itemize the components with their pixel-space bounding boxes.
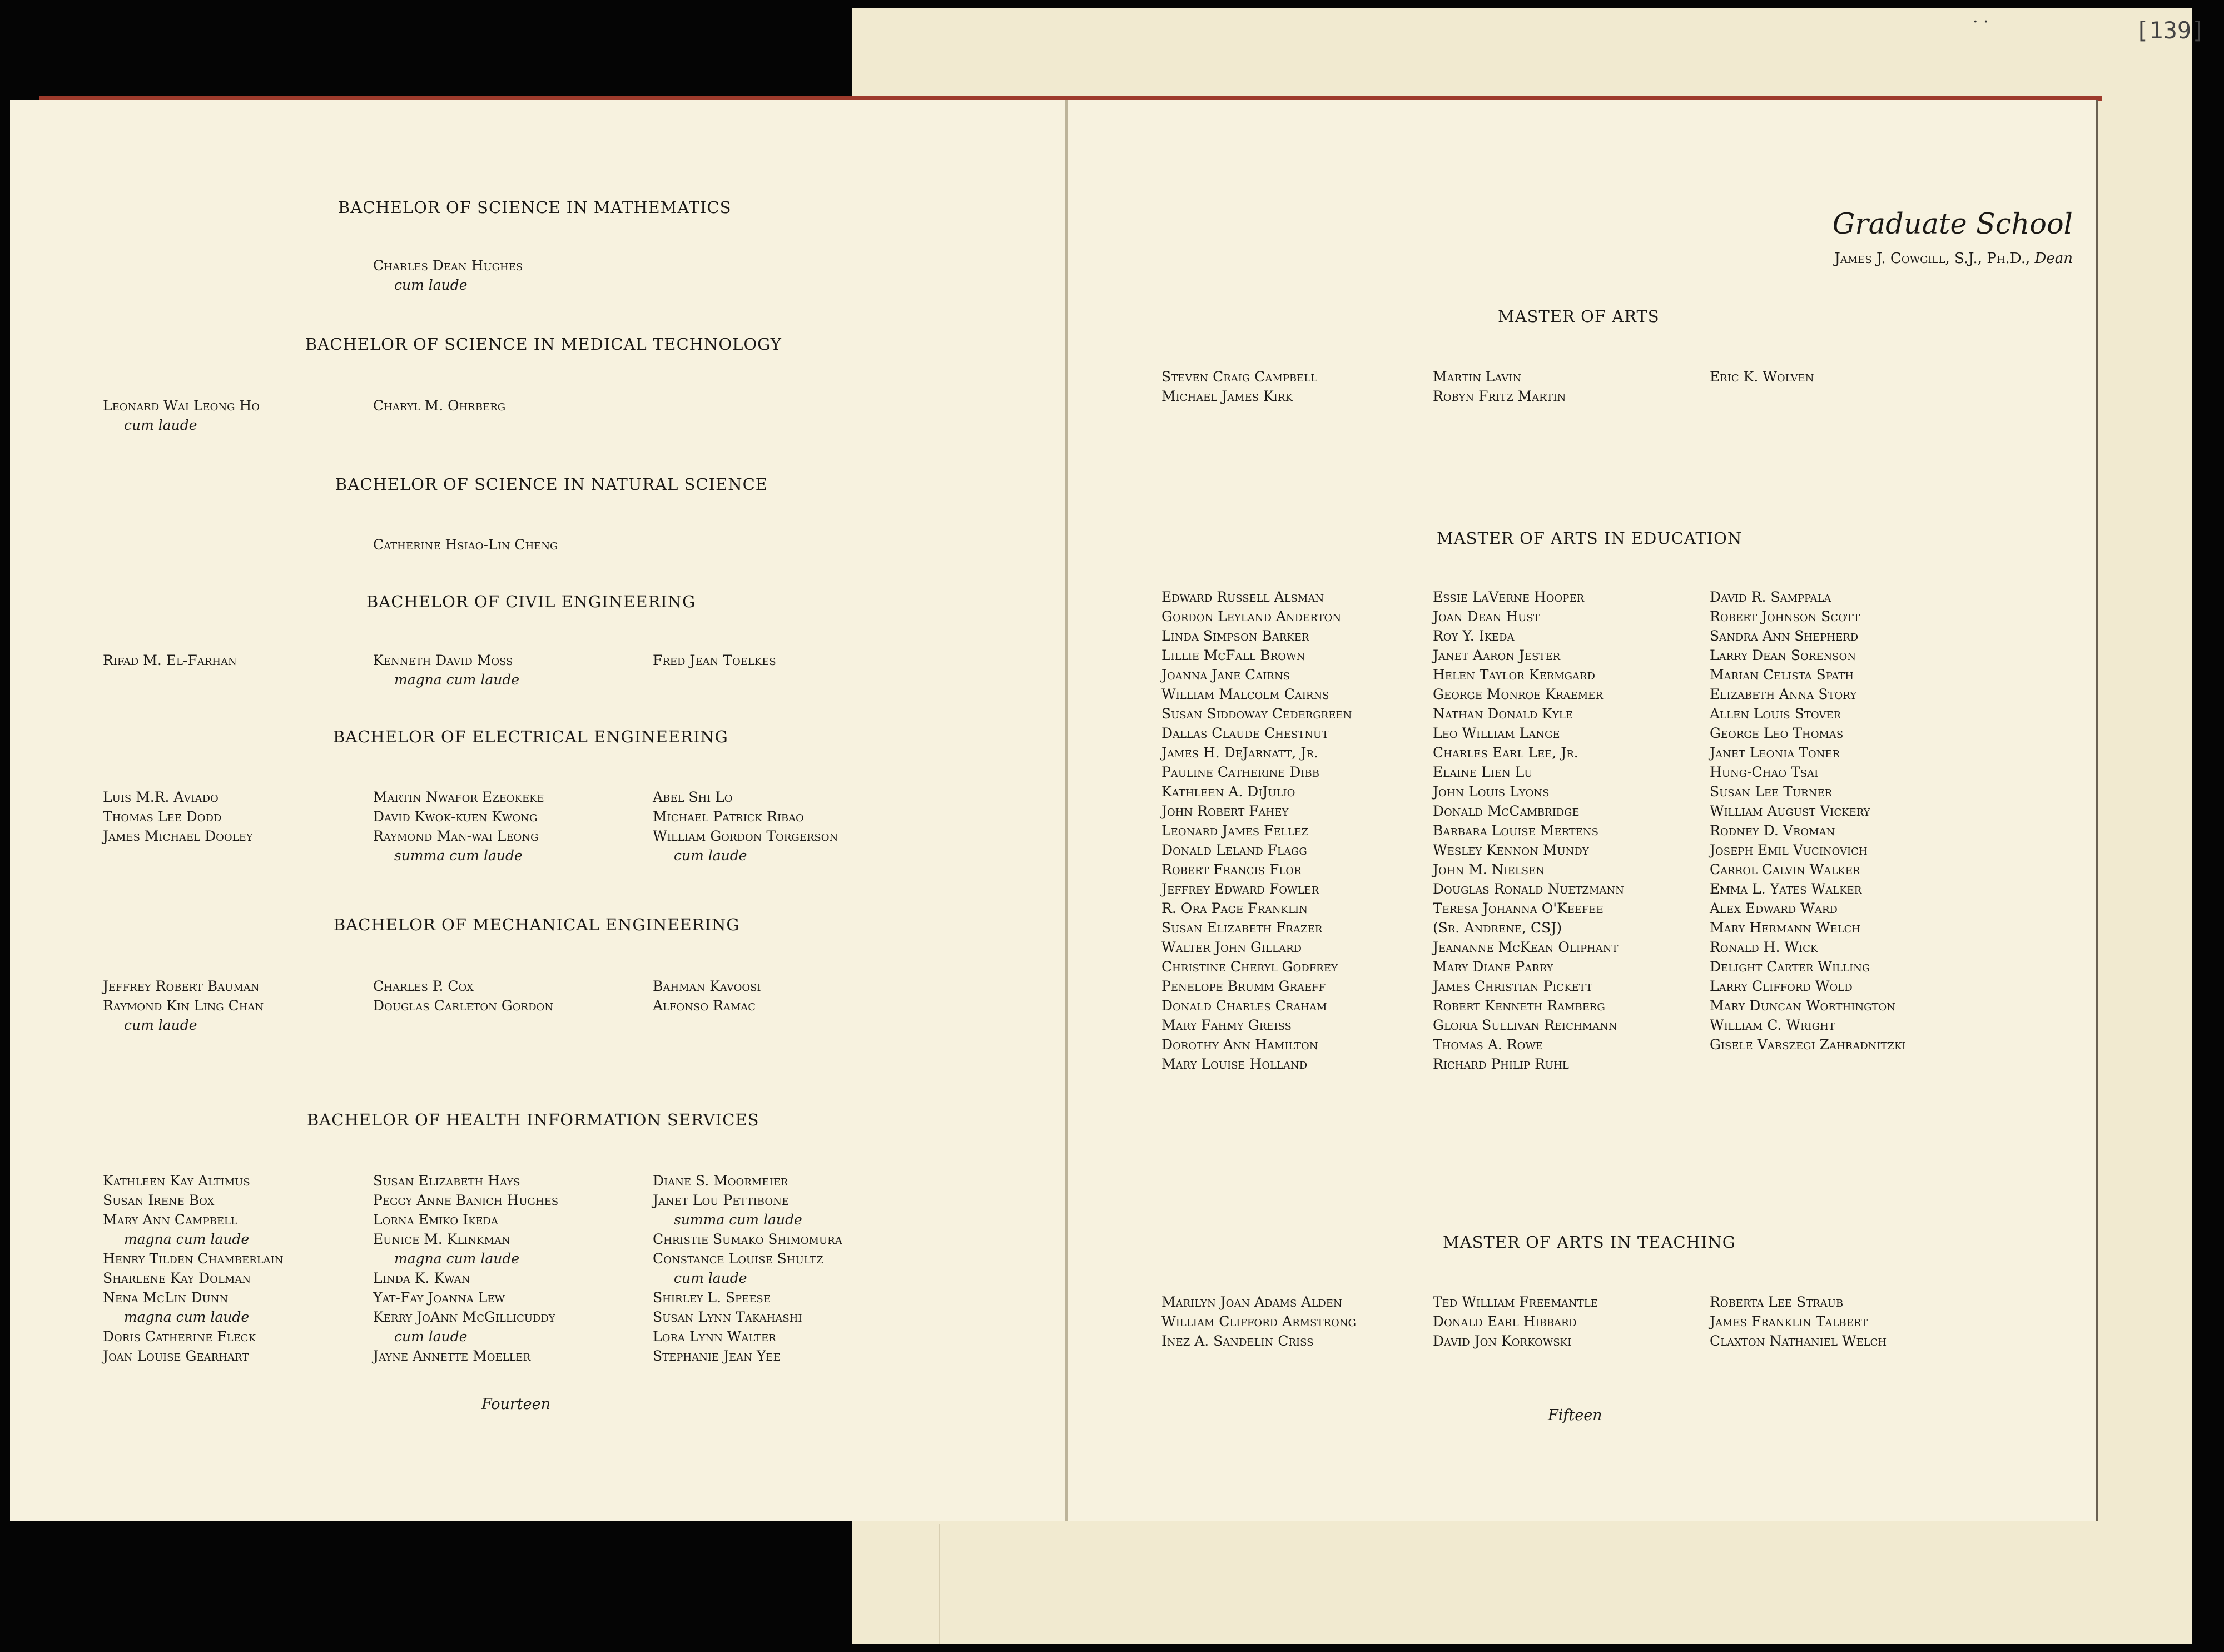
graduate-name: Charles Earl Lee, Jr.	[1433, 745, 1578, 761]
graduate-name: Kerry JoAnn McGillicuddy	[373, 1309, 555, 1325]
graduate-name: William C. Wright	[1710, 1017, 1835, 1033]
graduate-name: William Gordon Torgerson	[653, 828, 838, 844]
graduate-name: Allen Louis Stover	[1710, 706, 1841, 722]
graduate-name: Bahman Kavoosi	[653, 978, 761, 994]
graduate-name: Jayne Annette Moeller	[373, 1348, 531, 1364]
graduate-name: Eunice M. Klinkman	[373, 1231, 510, 1247]
graduate-name: Susan Siddoway Cedergreen	[1161, 706, 1352, 722]
honor-note: cum laude	[124, 417, 197, 433]
graduate-name: R. Ora Page Franklin	[1161, 900, 1308, 916]
honor-note: magna cum laude	[394, 1251, 520, 1267]
graduate-name: Susan Irene Box	[103, 1192, 215, 1208]
graduate-name: Wesley Kennon Mundy	[1433, 842, 1589, 858]
left-section-heading-7: BACHELOR OF HEALTH INFORMATION SERVICES	[307, 1110, 759, 1129]
graduate-name: Carrol Calvin Walker	[1710, 861, 1860, 877]
graduate-name: Penelope Brumm Graeff	[1161, 978, 1326, 994]
graduate-name: Dallas Claude Chestnut	[1161, 725, 1329, 741]
graduate-name: Diane S. Moormeier	[653, 1173, 788, 1189]
dean-title: Dean	[2034, 250, 2073, 267]
graduate-name: Charyl M. Ohrberg	[373, 398, 506, 414]
honor-note: magna cum laude	[394, 672, 520, 688]
graduate-name: John M. Nielsen	[1433, 861, 1545, 877]
graduate-name: Roy Y. Ikeda	[1433, 628, 1515, 644]
left-section-heading-2: BACHELOR OF SCIENCE IN MEDICAL TECHNOLOGY	[305, 335, 782, 354]
graduate-name: (Sr. Andrene, CSJ)	[1433, 920, 1562, 936]
graduate-name: Susan Lynn Takahashi	[653, 1309, 802, 1325]
honor-note: cum laude	[394, 1328, 468, 1345]
archive-number: [139]	[2135, 17, 2206, 44]
dean-line	[1834, 250, 2073, 267]
graduate-name: Catherine Hsiao-Lin Cheng	[373, 537, 558, 553]
left-section-5-column-3	[653, 787, 838, 865]
graduate-name: Thomas A. Rowe	[1433, 1036, 1543, 1053]
left-section-7-column-1	[103, 1171, 284, 1366]
left-section-heading-3: BACHELOR OF SCIENCE IN NATURAL SCIENCE	[335, 475, 768, 494]
right-page	[1068, 100, 2098, 1521]
graduate-name: Susan Lee Turner	[1710, 783, 1832, 800]
left-section-7-column-3	[653, 1171, 842, 1366]
graduate-name: Steven Craig Campbell	[1161, 369, 1318, 385]
school-title: Graduate School	[1832, 208, 2073, 241]
graduate-name: William Clifford Armstrong	[1161, 1313, 1356, 1329]
left-section-heading-6: BACHELOR OF MECHANICAL ENGINEERING	[334, 915, 740, 934]
page-folio-left: Fourteen	[481, 1396, 551, 1413]
left-section-heading-5: BACHELOR OF ELECTRICAL ENGINEERING	[333, 727, 728, 746]
right-section-2-column-3	[1710, 587, 1906, 1054]
graduate-name: Stephanie Jean Yee	[653, 1348, 781, 1364]
graduate-name: Dorothy Ann Hamilton	[1161, 1036, 1318, 1053]
right-section-3-column-1	[1161, 1292, 1356, 1351]
left-page	[10, 100, 1065, 1521]
honor-note: summa cum laude	[674, 1212, 802, 1228]
graduate-name: Lorna Emiko Ikeda	[373, 1212, 498, 1228]
left-section-4-column-2	[373, 651, 519, 689]
graduate-name: Abel Shi Lo	[653, 789, 733, 805]
graduate-name: Delight Carter Willing	[1710, 959, 1870, 975]
graduate-name: Gisele Varszegi Zahradnitzki	[1710, 1036, 1906, 1053]
graduate-name: Gloria Sullivan Reichmann	[1433, 1017, 1617, 1033]
graduate-name: Yat-Fay Joanna Lew	[373, 1289, 505, 1306]
graduate-name: Robert Kenneth Ramberg	[1433, 998, 1605, 1014]
graduate-name: Susan Elizabeth Hays	[373, 1173, 520, 1189]
right-section-3-column-3	[1710, 1292, 1887, 1351]
graduate-name: Linda K. Kwan	[373, 1270, 470, 1286]
graduate-name: Mary Diane Parry	[1433, 959, 1553, 975]
graduate-name: Janet Lou Pettibone	[653, 1192, 789, 1208]
graduate-name: Inez A. Sandelin Criss	[1161, 1333, 1314, 1349]
graduate-name: Robert Johnson Scott	[1710, 608, 1860, 624]
left-section-2-column-1	[103, 396, 260, 435]
left-section-2-column-2	[373, 396, 505, 415]
right-section-2-column-1	[1161, 587, 1352, 1074]
graduate-name: Peggy Anne Banich Hughes	[373, 1192, 559, 1208]
graduate-name: Joseph Emil Vucinovich	[1710, 842, 1868, 858]
graduate-name: Larry Clifford Wold	[1710, 978, 1853, 994]
graduate-name: Nena McLin Dunn	[103, 1289, 229, 1306]
graduate-name: Pauline Catherine Dibb	[1161, 764, 1319, 780]
page-folio-right: Fifteen	[1548, 1407, 1602, 1424]
right-section-heading-3: MASTER OF ARTS IN TEACHING	[1443, 1233, 1736, 1252]
dean-name: James J. Cowgill, S.J., Ph.D.,	[1834, 250, 2031, 267]
left-section-4-column-3	[653, 651, 776, 670]
graduate-name: Michael James Kirk	[1161, 388, 1293, 404]
graduate-name: Raymond Kin Ling Chan	[103, 998, 264, 1014]
graduate-name: Mary Louise Holland	[1161, 1056, 1308, 1072]
graduate-name: Luis M.R. Aviado	[103, 789, 219, 805]
graduate-name: Linda Simpson Barker	[1161, 628, 1309, 644]
graduate-name: Robert Francis Flor	[1161, 861, 1302, 877]
graduate-name: Charles P. Cox	[373, 978, 474, 994]
graduate-name: Shirley L. Speese	[653, 1289, 771, 1306]
left-section-6-column-1	[103, 976, 264, 1035]
left-section-3-column-2	[373, 535, 558, 554]
graduate-name: Martin Nwafor Ezeokeke	[373, 789, 544, 805]
graduate-name: Rodney D. Vroman	[1710, 822, 1835, 839]
right-section-3-column-2	[1433, 1292, 1598, 1351]
left-section-5-column-2	[373, 787, 544, 865]
graduate-name: Lora Lynn Walter	[653, 1328, 776, 1345]
graduate-name: Janet Aaron Jester	[1433, 647, 1561, 663]
graduate-name: Robyn Fritz Martin	[1433, 388, 1566, 404]
graduate-name: Donald Charles Craham	[1161, 998, 1327, 1014]
graduate-name: Alfonso Ramac	[653, 998, 756, 1014]
graduate-name: Raymond Man-wai Leong	[373, 828, 539, 844]
graduate-name: James H. DeJarnatt, Jr.	[1161, 745, 1318, 761]
left-section-6-column-2	[373, 976, 553, 1015]
left-section-heading-1: BACHELOR OF SCIENCE IN MATHEMATICS	[338, 198, 732, 217]
graduate-name: Donald Earl Hibbard	[1433, 1313, 1577, 1329]
graduate-name: Kathleen A. DiJulio	[1161, 783, 1295, 800]
graduate-name: Joan Louise Gearhart	[103, 1348, 249, 1364]
graduate-name: James Christian Pickett	[1433, 978, 1593, 994]
archive-marks: · ·	[1973, 12, 1989, 32]
graduate-name: Joanna Jane Cairns	[1161, 667, 1290, 683]
left-section-heading-4: BACHELOR OF CIVIL ENGINEERING	[366, 592, 696, 611]
graduate-name: Eric K. Wolven	[1710, 369, 1814, 385]
graduate-name: Ronald H. Wick	[1710, 939, 1818, 955]
graduate-name: Mary Duncan Worthington	[1710, 998, 1896, 1014]
honor-note: cum laude	[124, 1017, 197, 1033]
graduate-name: Mary Hermann Welch	[1710, 920, 1861, 936]
graduate-name: Jeffrey Robert Bauman	[103, 978, 260, 994]
graduate-name: Thomas Lee Dodd	[103, 808, 222, 825]
graduate-name: Elizabeth Anna Story	[1710, 686, 1857, 702]
honor-note: summa cum laude	[394, 847, 523, 864]
graduate-name: Jeffrey Edward Fowler	[1161, 881, 1319, 897]
graduate-name: Mary Ann Campbell	[103, 1212, 237, 1228]
graduate-name: Donald McCambridge	[1433, 803, 1580, 819]
graduate-name: Teresa Johanna O'Keefee	[1433, 900, 1604, 916]
graduate-name: Michael Patrick Ribao	[653, 808, 804, 825]
graduate-name: Emma L. Yates Walker	[1710, 881, 1862, 897]
graduate-name: Edward Russell Alsman	[1161, 589, 1324, 605]
honor-note: magna cum laude	[124, 1309, 250, 1325]
graduate-name: Walter John Gillard	[1161, 939, 1302, 955]
graduate-name: Douglas Carleton Gordon	[373, 998, 554, 1014]
fold-line	[939, 1524, 940, 1644]
graduate-name: David R. Samppala	[1710, 589, 1831, 605]
left-section-6-column-3	[653, 976, 761, 1015]
graduate-name: Richard Philip Ruhl	[1433, 1056, 1569, 1072]
graduate-name: Leonard Wai Leong Ho	[103, 398, 260, 414]
graduate-name: James Michael Dooley	[103, 828, 253, 844]
graduate-name: David Kwok-kuen Kwong	[373, 808, 538, 825]
graduate-name: Elaine Lien Lu	[1433, 764, 1533, 780]
graduate-name: Hung-Chao Tsai	[1710, 764, 1819, 780]
right-section-heading-1: MASTER OF ARTS	[1498, 307, 1660, 326]
graduate-name: Sharlene Kay Dolman	[103, 1270, 251, 1286]
graduate-name: Rifad M. El-Farhan	[103, 652, 237, 668]
graduate-name: Joan Dean Hust	[1433, 608, 1540, 624]
left-section-1-column-2	[373, 256, 523, 295]
graduate-name: Gordon Leyland Anderton	[1161, 608, 1341, 624]
graduate-name: George Monroe Kraemer	[1433, 686, 1603, 702]
graduate-name: William Malcolm Cairns	[1161, 686, 1329, 702]
graduate-name: James Franklin Talbert	[1710, 1313, 1868, 1329]
right-section-heading-2: MASTER OF ARTS IN EDUCATION	[1437, 529, 1743, 548]
graduate-name: Susan Elizabeth Frazer	[1161, 920, 1323, 936]
right-section-1-column-1	[1161, 367, 1317, 406]
graduate-name: Essie LaVerne Hooper	[1433, 589, 1585, 605]
graduate-name: Marilyn Joan Adams Alden	[1161, 1294, 1342, 1310]
graduate-name: Charles Dean Hughes	[373, 257, 523, 274]
graduate-name: Doris Catherine Fleck	[103, 1328, 256, 1345]
graduate-name: Helen Taylor Kermgard	[1433, 667, 1595, 683]
graduate-name: Jeananne McKean Oliphant	[1433, 939, 1619, 955]
graduate-name: Fred Jean Toelkes	[653, 652, 776, 668]
graduate-name: Alex Edward Ward	[1710, 900, 1838, 916]
graduate-name: Lillie McFall Brown	[1161, 647, 1305, 663]
graduate-name: Marian Celista Spath	[1710, 667, 1854, 683]
graduate-name: Christie Sumako Shimomura	[653, 1231, 842, 1247]
graduate-name: David Jon Korkowski	[1433, 1333, 1572, 1349]
left-section-7-column-2	[373, 1171, 558, 1366]
graduate-name: Nathan Donald Kyle	[1433, 706, 1573, 722]
graduate-name: John Robert Fahey	[1161, 803, 1289, 819]
graduate-name: Leonard James Fellez	[1161, 822, 1309, 839]
graduate-name: George Leo Thomas	[1710, 725, 1844, 741]
graduate-name: Sandra Ann Shepherd	[1710, 628, 1859, 644]
graduate-name: Ted William Freemantle	[1433, 1294, 1598, 1310]
graduate-name: Larry Dean Sorenson	[1710, 647, 1856, 663]
graduate-name: Christine Cheryl Godfrey	[1161, 959, 1338, 975]
honor-note: cum laude	[674, 847, 747, 864]
left-section-5-column-1	[103, 787, 253, 846]
graduate-name: Janet Leonia Toner	[1710, 745, 1840, 761]
honor-note: magna cum laude	[124, 1231, 250, 1247]
graduate-name: Douglas Ronald Nuetzmann	[1433, 881, 1624, 897]
right-section-2-column-2	[1433, 587, 1624, 1074]
graduate-name: Henry Tilden Chamberlain	[103, 1251, 284, 1267]
graduate-name: Kathleen Kay Altimus	[103, 1173, 250, 1189]
graduate-name: Leo William Lange	[1433, 725, 1560, 741]
left-section-4-column-1	[103, 651, 237, 670]
graduate-name: Martin Lavin	[1433, 369, 1522, 385]
graduate-name: Constance Louise Shultz	[653, 1251, 823, 1267]
honor-note: cum laude	[394, 277, 468, 293]
graduate-name: Claxton Nathaniel Welch	[1710, 1333, 1887, 1349]
right-section-1-column-2	[1433, 367, 1566, 406]
honor-note: cum laude	[674, 1270, 747, 1286]
graduate-name: Barbara Louise Mertens	[1433, 822, 1599, 839]
graduate-name: Roberta Lee Straub	[1710, 1294, 1844, 1310]
graduate-name: Mary Fahmy Greiss	[1161, 1017, 1292, 1033]
graduate-name: Donald Leland Flagg	[1161, 842, 1307, 858]
graduate-name: Kenneth David Moss	[373, 652, 513, 668]
right-section-1-column-3	[1710, 367, 1814, 386]
graduate-name: John Louis Lyons	[1433, 783, 1550, 800]
graduate-name: William August Vickery	[1710, 803, 1870, 819]
